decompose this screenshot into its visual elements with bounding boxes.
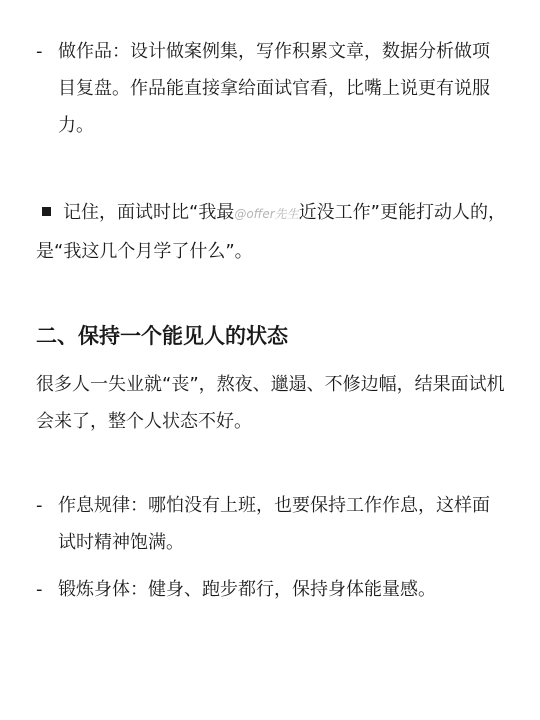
- schedule-bullet: [36, 487, 506, 561]
- watermark-text: @offer先生: [234, 207, 299, 221]
- section-heading: 二、保持一个能见人的状态: [36, 324, 288, 348]
- bullet-dash: -: [36, 579, 43, 600]
- works-bullet-text: 做作品：设计做案例集，写作积累文章，数据分析做项目复盘。作品能直接拿给面试官看，比嘴上说更有说服力。: [58, 41, 490, 136]
- exercise-bullet-text: 锻炼身体：健身、跑步都行，保持身体能量感。: [58, 579, 436, 600]
- remember-text-part1: 记住，面试时比“我最: [63, 202, 235, 223]
- intro-paragraph: 很多人一失业就“丧”，熬夜、邋遢、不修边幅，结果面试机会来了，整个人状态不好。: [36, 374, 505, 432]
- bullet-dash: -: [36, 41, 43, 62]
- schedule-bullet-text: 作息规律：哪怕没有上班，也要保持工作作息，这样面试时精神饱满。: [58, 495, 490, 553]
- remember-paragraph: [36, 194, 506, 270]
- remember-text-part2: 近没工作”更能打动人的，是“我这几个月学了什么”。: [36, 202, 506, 262]
- exercise-bullet: [36, 571, 506, 608]
- works-bullet: [36, 33, 506, 144]
- square-bullet-icon: [42, 207, 51, 216]
- bullet-dash: -: [36, 495, 43, 516]
